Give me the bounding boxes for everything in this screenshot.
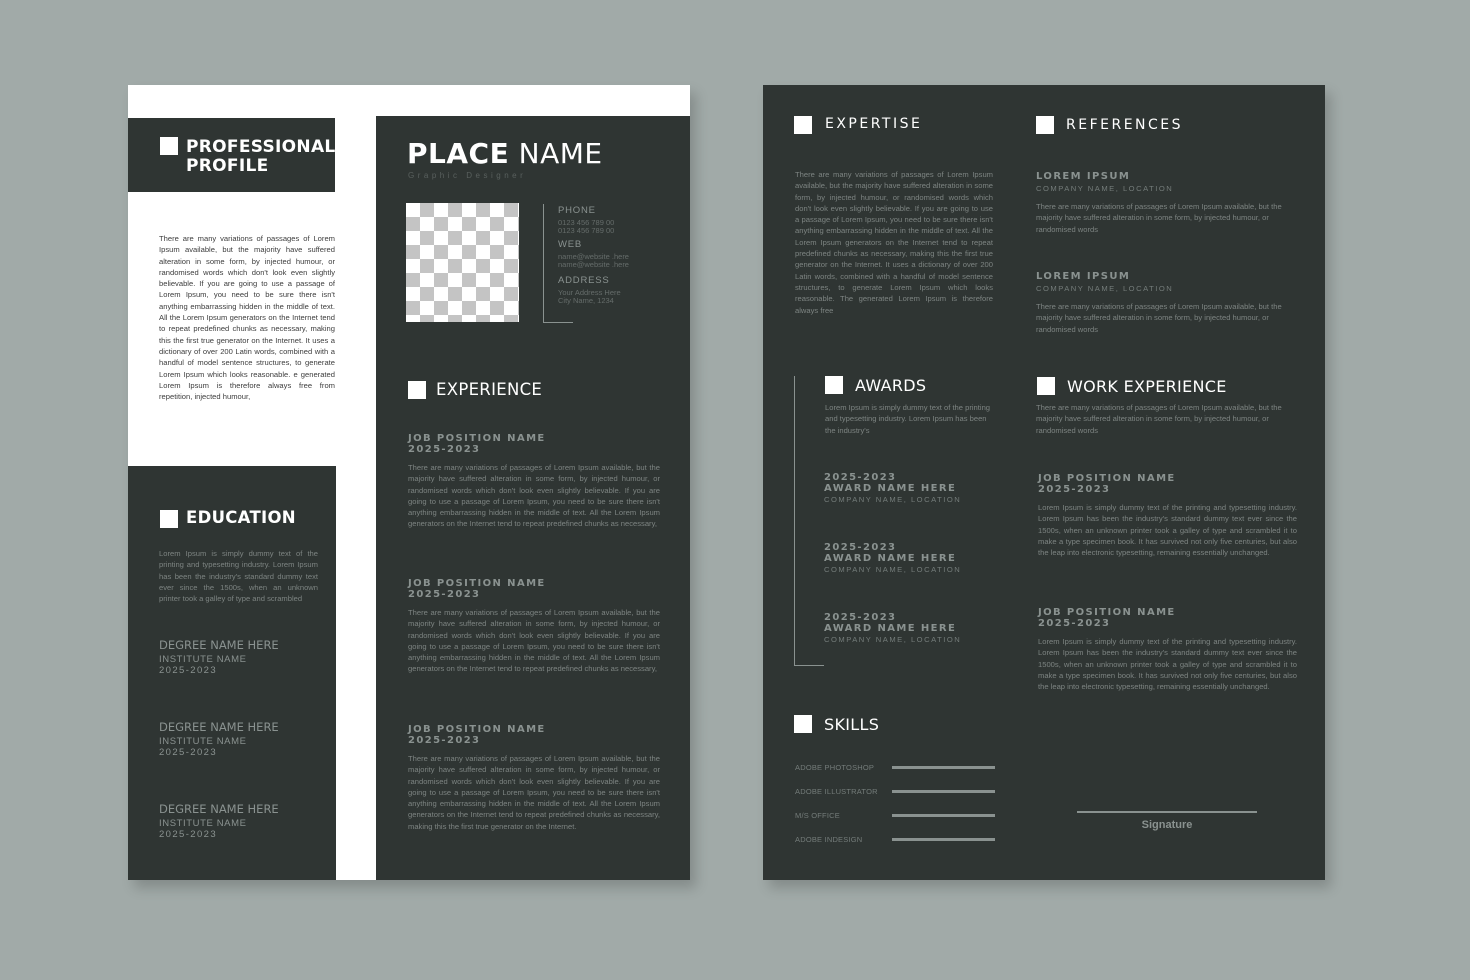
- work-description: Lorem Ipsum is simply dummy text of the printing and typesetting industry. Lorem Ipsum has been the industry's standard dummy text ever since the 1500s, when an unknown printer took a galley of type and scrambled it to make a type specimen book. It has survived not only five centuries, but also the leap into electronic typesetting, remaining essentially unchanged.: [1038, 503, 1297, 558]
- education-item: [159, 639, 329, 676]
- award-name: AWARD NAME HERE: [824, 623, 957, 634]
- award-company: COMPANY NAME, LOCATION: [824, 635, 962, 644]
- job-years: 2025-2023: [408, 589, 481, 600]
- award-item: [824, 542, 999, 575]
- job-description: There are many variations of passages of Lorem Ipsum available, but the majority have suffered alteration in some form, by injected humour, or randomised words which don't look even slightly believable. If you are going to use a passage of Lorem Ipsum, you need to be sure there isn't anything embarrassing hidden in the middle of text. All the Lorem Ipsum generators on the Internet tend to repeat predefined chunks as necessary,: [408, 608, 660, 674]
- job-description: There are many variations of passages of Lorem Ipsum available, but the majority have suffered alteration in some form, by injected humour, or randomised words which don't look even slightly believable. If you are going to use a passage of Lorem Ipsum, you need to be sure there isn't anything embarrassing hidden in the middle of text. All the Lorem Ipsum generators on the Internet tend to repeat predefined chunks as necessary, making this the first true generator on the Internet.: [408, 754, 660, 831]
- reference-text: There are many variations of passages of Lorem Ipsum available, but the majority have suffered alteration in some form, by injected humour, or randomised words: [1036, 302, 1282, 334]
- work-experience-heading: WORK EXPERIENCE: [1067, 377, 1227, 396]
- work-years: 2025-2023: [1038, 484, 1111, 495]
- skill-name: ADOBE PHOTOSHOP: [795, 763, 875, 772]
- institute-name: INSTITUTE NAME: [159, 736, 247, 747]
- experience-item: [408, 433, 660, 530]
- award-years: 2025-2023: [824, 472, 897, 483]
- experience-item: [408, 724, 660, 832]
- phone-label: PHONE: [558, 205, 596, 216]
- profile-square-icon: [160, 137, 178, 155]
- skill-name: ADOBE ILLUSTRATOR: [795, 787, 878, 796]
- reference-text: There are many variations of passages of Lorem Ipsum available, but the majority have suffered alteration in some form, by injected humour, or randomised words: [1036, 202, 1282, 234]
- institute-name: INSTITUTE NAME: [159, 654, 247, 665]
- award-name: AWARD NAME HERE: [824, 553, 957, 564]
- education-intro: Lorem Ipsum is simply dummy text of the printing and typesetting industry. Lorem Ipsum has been the industry's standard dummy text ever since the 1500s, when an unknown printer took a galley of type and scrambled: [159, 549, 318, 604]
- work-description: Lorem Ipsum is simply dummy text of the printing and typesetting industry. Lorem Ipsum has been the industry's standard dummy text ever since the 1500s, when an unknown printer took a galley of type and scrambled it to make a type specimen book. It has survived not only five centuries, but also the leap into electronic typesetting, remaining essentially unchanged.: [1038, 637, 1297, 692]
- skill-name: M/S OFFICE: [795, 811, 840, 820]
- reference-company: COMPANY NAME, LOCATION: [1036, 184, 1174, 193]
- education-item: [159, 721, 329, 758]
- name-light: NAME: [509, 137, 603, 170]
- award-item: [824, 612, 999, 645]
- work-item: [1038, 607, 1297, 692]
- person-role: Graphic Designer: [408, 171, 527, 180]
- education-years: 2025-2023: [159, 665, 218, 676]
- work-position: JOB POSITION NAME: [1038, 607, 1176, 618]
- degree-name: DEGREE NAME HERE: [159, 802, 279, 816]
- job-position: JOB POSITION NAME: [408, 578, 546, 589]
- profile-photo-placeholder[interactable]: [406, 203, 519, 322]
- work-item: [1038, 473, 1297, 558]
- education-item: [159, 803, 329, 840]
- degree-name: DEGREE NAME HERE: [159, 720, 279, 734]
- signature-line: [1077, 811, 1257, 813]
- signature-label: Signature: [1141, 819, 1193, 831]
- experience-item: [408, 578, 660, 675]
- education-years: 2025-2023: [159, 829, 218, 840]
- web-label: WEB: [558, 239, 583, 250]
- address-value: City Name, 1234: [558, 296, 614, 305]
- work-experience-intro: There are many variations of passages of Lorem Ipsum available, but the majority have suffered alteration in some form, by injected humour, or randomised words: [1036, 403, 1282, 435]
- profile-text: There are many variations of passages of Lorem Ipsum available, but the majority have suffered alteration in some form, by injected humour, or randomised words which don't look even slightly believable. If you are going to use a passage of Lorem Ipsum, you need to be sure there isn't anything embarrassing hidden in the middle of text. All the Lorem Ipsum generators on the Internet tend to repeat predefined chunks as necessary, making this the first true generator on the Internet. It uses a dictionary of over 200 Latin words, combined with a handful of model sentence structures, to generate Lorem Ipsum which looks reasonable. e generated Lorem Ipsum is therefore always free from repetition, injected humour,: [159, 234, 335, 402]
- address-label: ADDRESS: [558, 275, 610, 286]
- work-experience-square-icon: [1037, 377, 1055, 395]
- skill-level-bar: [892, 838, 995, 841]
- job-years: 2025-2023: [408, 735, 481, 746]
- award-company: COMPANY NAME, LOCATION: [824, 495, 962, 504]
- job-position: JOB POSITION NAME: [408, 433, 546, 444]
- reference-item: [1036, 171, 1296, 235]
- job-position: JOB POSITION NAME: [408, 724, 546, 735]
- skill-name: ADOBE INDESIGN: [795, 835, 863, 844]
- awards-intro: Lorem Ipsum is simply dummy text of the printing and typesetting industry. Lorem Ipsum has been the industry's: [825, 403, 991, 435]
- education-square-icon: [160, 510, 178, 528]
- job-description: There are many variations of passages of Lorem Ipsum available, but the majority have suffered alteration in some form, by injected humour, or randomised words which don't look even slightly believable. If you are going to use a passage of Lorem Ipsum, you need to be sure there isn't anything embarrassing hidden in the middle of text. All the Lorem Ipsum generators on the Internet tend to repeat predefined chunks as necessary,: [408, 463, 660, 529]
- expertise-square-icon: [794, 116, 812, 134]
- contact-info: [558, 205, 683, 305]
- references-square-icon: [1036, 116, 1054, 134]
- award-company: COMPANY NAME, LOCATION: [824, 565, 962, 574]
- web-value: name@website .here: [558, 252, 629, 261]
- award-years: 2025-2023: [824, 542, 897, 553]
- skill-level-bar: [892, 790, 995, 793]
- left-page-top-band: [128, 85, 690, 116]
- references-heading: REFERENCES: [1066, 117, 1184, 133]
- award-years: 2025-2023: [824, 612, 897, 623]
- person-name: [407, 137, 603, 170]
- reference-item: [1036, 271, 1296, 335]
- education-years: 2025-2023: [159, 747, 218, 758]
- work-position: JOB POSITION NAME: [1038, 473, 1176, 484]
- reference-name: LOREM IPSUM: [1036, 171, 1131, 182]
- skills-heading: SKILLS: [824, 715, 880, 734]
- expertise-heading: EXPERTISE: [825, 116, 923, 132]
- work-years: 2025-2023: [1038, 618, 1111, 629]
- award-item: [824, 472, 999, 505]
- name-bold: PLACE: [407, 137, 510, 170]
- contact-divider: [543, 204, 544, 323]
- institute-name: INSTITUTE NAME: [159, 818, 247, 829]
- awards-divider: [794, 376, 795, 666]
- phone-value: 0123 456 789 00: [558, 218, 615, 227]
- award-name: AWARD NAME HERE: [824, 483, 957, 494]
- web-value: name@website .here: [558, 260, 629, 269]
- awards-heading: AWARDS: [855, 376, 927, 395]
- skill-level-bar: [892, 814, 995, 817]
- skill-level-bar: [892, 766, 995, 769]
- reference-name: LOREM IPSUM: [1036, 271, 1131, 282]
- phone-value: 0123 456 789 00: [558, 226, 615, 235]
- address-value: Your Address Here: [558, 288, 621, 297]
- education-heading: EDUCATION: [186, 508, 296, 527]
- experience-square-icon: [408, 381, 426, 399]
- skills-square-icon: [794, 715, 812, 733]
- degree-name: DEGREE NAME HERE: [159, 638, 279, 652]
- contact-divider-foot: [543, 322, 573, 323]
- reference-company: COMPANY NAME, LOCATION: [1036, 284, 1174, 293]
- awards-square-icon: [825, 376, 843, 394]
- expertise-text: There are many variations of passages of Lorem Ipsum available, but the majority have suffered alteration in some form, by injected humour, or randomised words which don't look even slightly believable. If you are going to use a passage of Lorem Ipsum, you need to be sure there isn't anything embarrassing hidden in the middle of text. All the Lorem Ipsum generators on the Internet tend to repeat predefined chunks as necessary, making this the first true generator on the Internet. It uses a dictionary of over 200 Latin words, combined with a handful of model sentence structures, to generate Lorem Ipsum which looks reasonable. The generated Lorem Ipsum is therefore always free: [795, 170, 993, 315]
- job-years: 2025-2023: [408, 444, 481, 455]
- awards-divider-foot: [794, 665, 824, 666]
- experience-heading: EXPERIENCE: [436, 380, 543, 399]
- profile-heading: PROFESSIONAL PROFILE: [186, 137, 336, 176]
